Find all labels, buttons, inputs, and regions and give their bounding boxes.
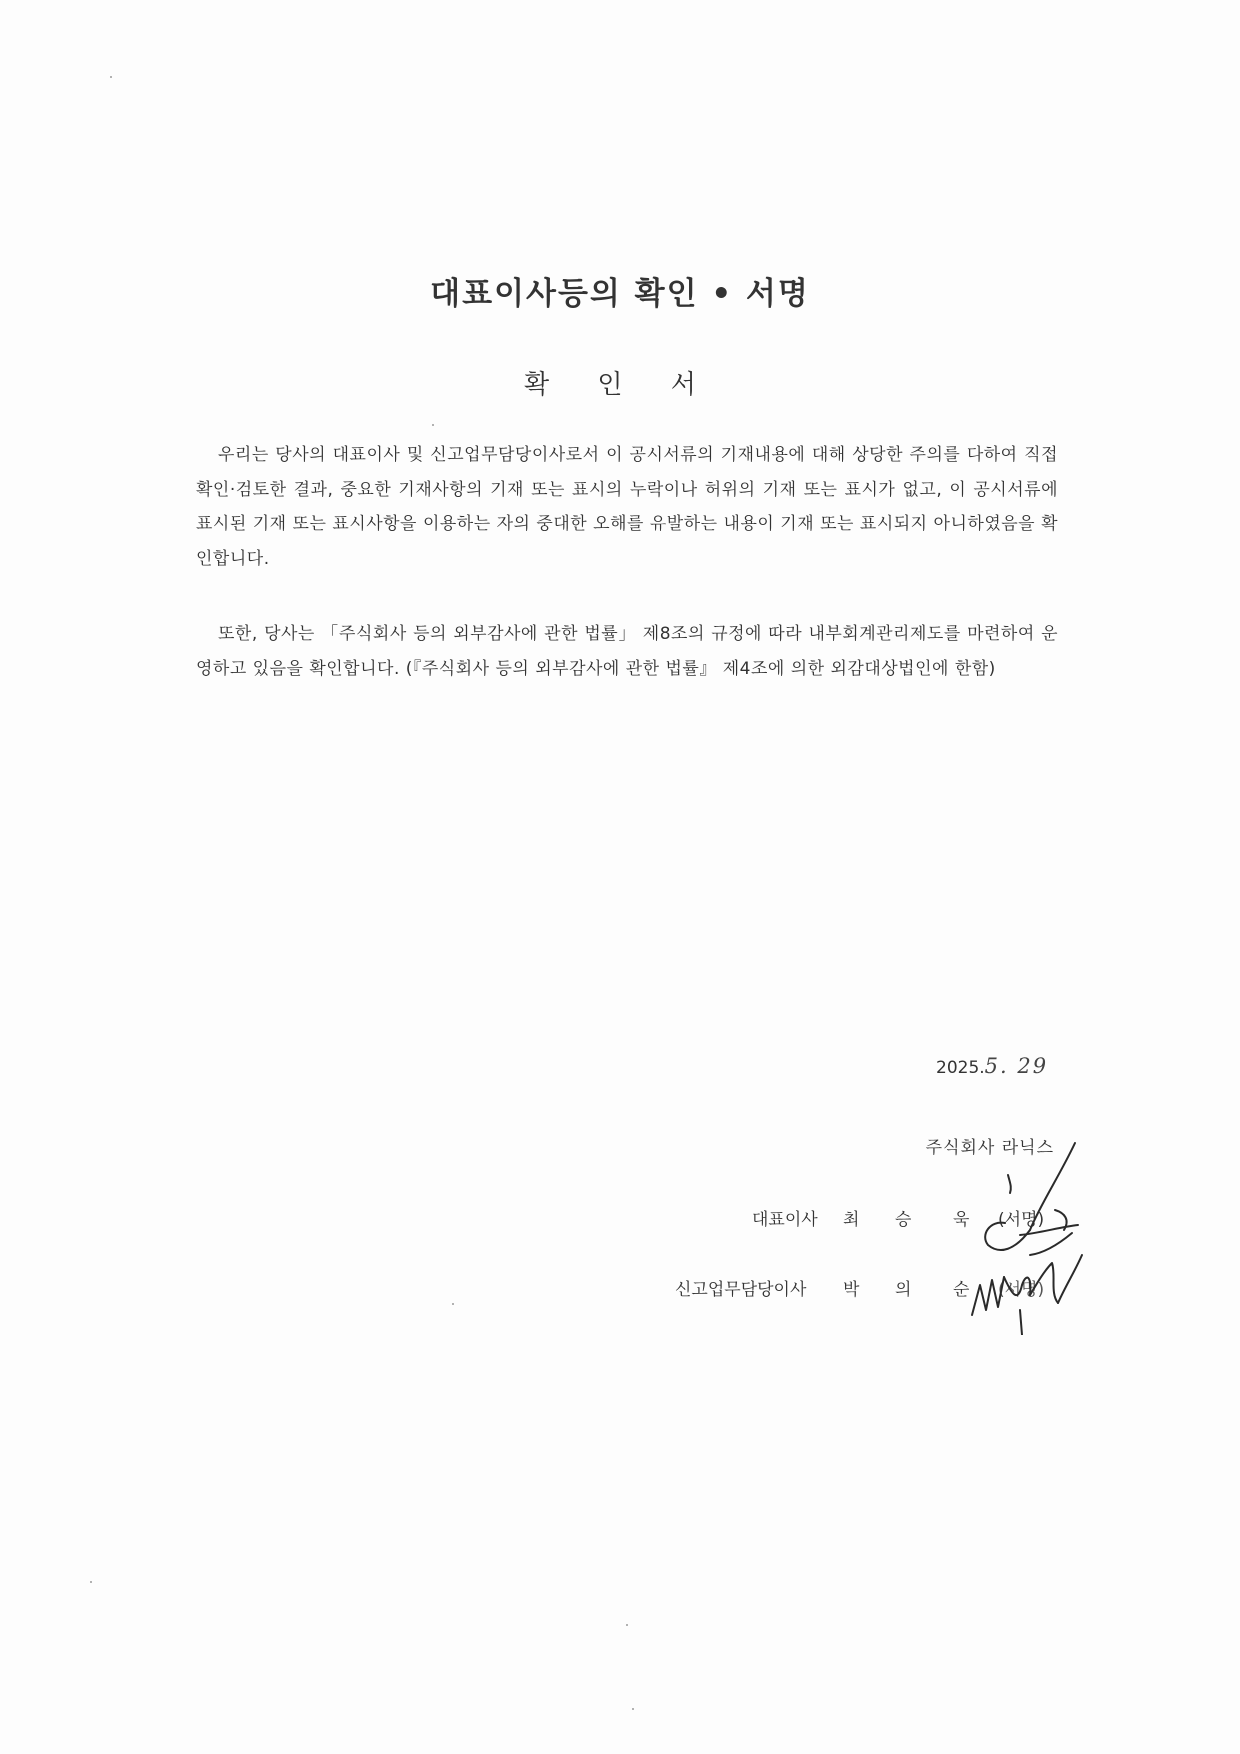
- company-name: 주식회사 라닉스: [925, 1138, 1054, 1158]
- internal-control-paragraph: 또한, 당사는 「주식회사 등의 외부감사에 관한 법률」 제8조의 규정에 따라 내부회계관리제도를 마련하여 운영하고 있음을 확인합니다. (『주식회사 등의 외부감사에 관한 법률』 제4조에 의한 외감대상법인에 한함): [196, 624, 1058, 679]
- scan-speck: [626, 1624, 628, 1626]
- scan-speck: [452, 1303, 454, 1305]
- signer-name-char: 박: [843, 1280, 860, 1300]
- signer-name-char: 최: [843, 1210, 860, 1230]
- document-title: 대표이사등의 확인 • 서명: [430, 276, 810, 312]
- document-subtitle: 확 인 서: [524, 370, 716, 400]
- scan-speck: [110, 76, 112, 78]
- scan-speck: [432, 424, 434, 426]
- scan-speck: [632, 1708, 634, 1710]
- signer-role: 대표이사: [752, 1210, 818, 1230]
- signer-name-char: 의: [895, 1280, 912, 1300]
- scan-speck: [90, 1581, 92, 1583]
- date-printed: 2025.: [936, 1058, 985, 1078]
- signature-date: [936, 1054, 1048, 1078]
- signer-name-char: 욱: [953, 1210, 970, 1230]
- sign-label: (서명): [998, 1210, 1045, 1230]
- date-handwritten: 5. 29: [984, 1054, 1049, 1078]
- confirmation-paragraph: 우리는 당사의 대표이사 및 신고업무담당이사로서 이 공시서류의 기재내용에 대해 상당한 주의를 다하여 직접 확인·검토한 결과, 중요한 기재사항의 기재 또는 표시의 누락이나 허위의 기재 또는 표시가 없고, 이 공시서류에 표시된 기재 또는 표시사항을 이용하는 자의 중대한 오해를 유발하는 내용이 기재 또는 표시되지 아니하였음을 확인합니다.: [196, 445, 1058, 569]
- sign-label: (서명): [998, 1280, 1045, 1300]
- handwritten-signature: [960, 1135, 1100, 1335]
- signer-role: 신고업무담당이사: [675, 1280, 807, 1300]
- signer-name-char: 승: [895, 1210, 912, 1230]
- signer-name-char: 순: [953, 1280, 970, 1300]
